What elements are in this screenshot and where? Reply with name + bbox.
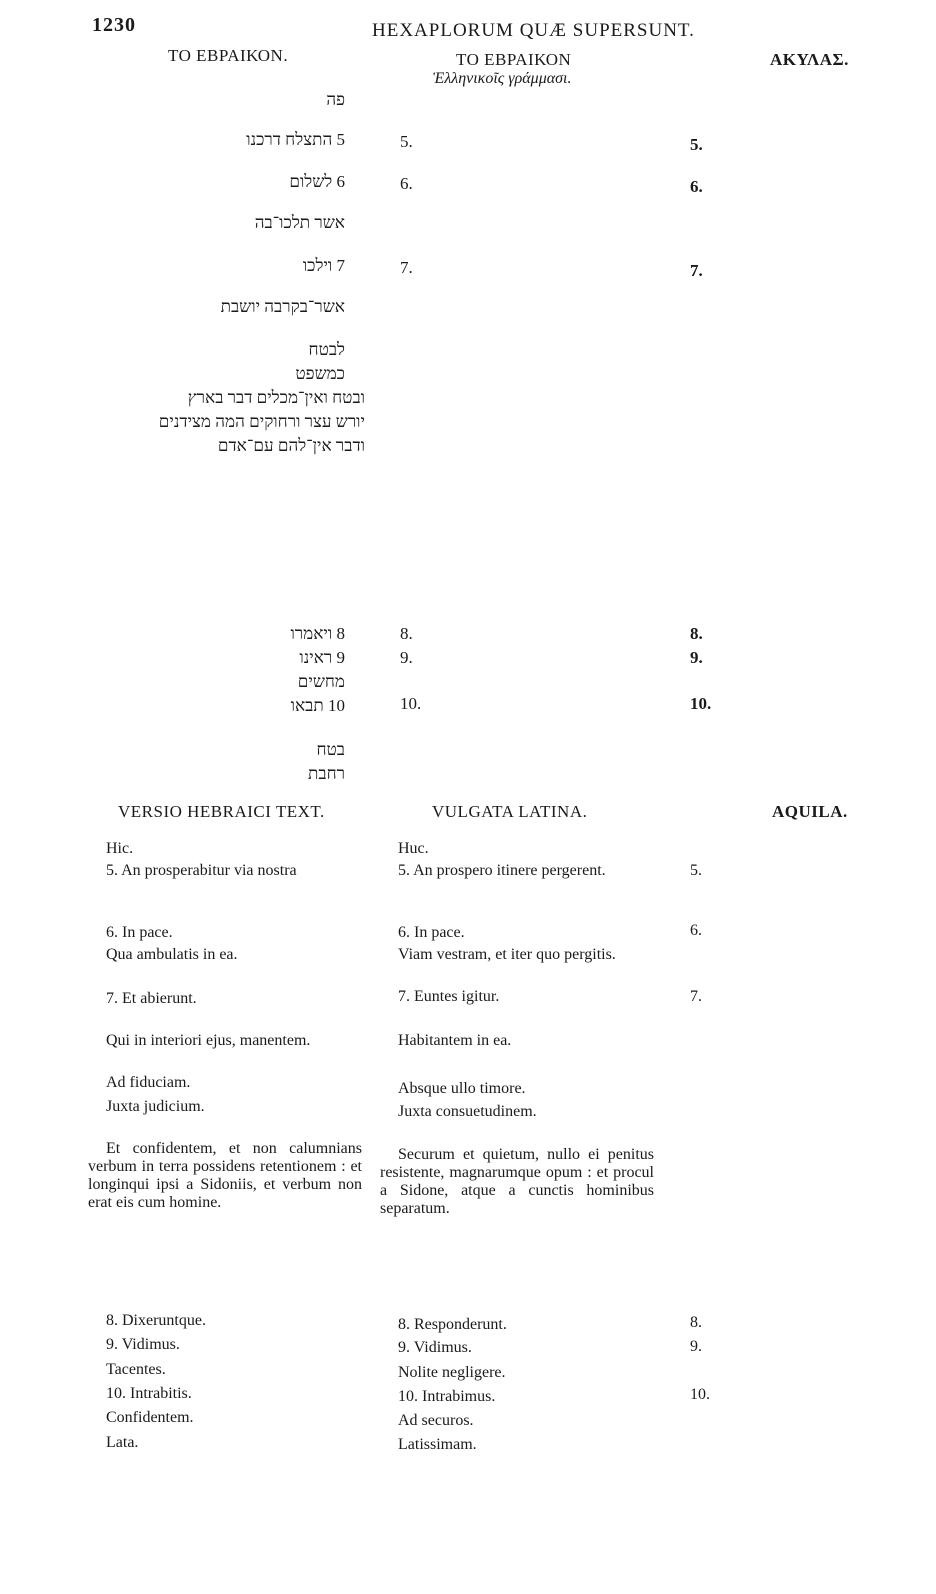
vulgate-line: Ad securos. <box>398 1412 474 1429</box>
hebrew-line: רחבת <box>308 764 345 783</box>
running-head: HEXAPLORUM QUÆ SUPERSUNT. <box>372 20 695 41</box>
hebrew-line: פה <box>326 90 345 109</box>
hebrew-line: ודבר אין־להם עם־אדם <box>217 436 365 455</box>
aquila-latin-number: 8. <box>690 1314 702 1331</box>
aquila-latin-number: 10. <box>690 1386 710 1403</box>
hebrew-line: אשר תלכו־בה <box>254 213 345 232</box>
hebrew-line: מחשים <box>297 672 345 691</box>
aquila-latin-number: 7. <box>690 988 702 1005</box>
aquila-number: 9. <box>690 648 703 667</box>
hebrew-version-line: Qua ambulatis in ea. <box>106 946 238 963</box>
header-vulgata: VULGATA LATINA. <box>432 802 588 821</box>
hebrew-version-line: Juxta judicium. <box>106 1098 205 1115</box>
hebrew-version-line: 10. Intrabitis. <box>106 1385 192 1402</box>
hebrew-line: ובטח ואין־מכלים דבר בארץ <box>187 388 365 407</box>
verse-number: 7. <box>400 258 413 277</box>
hebrew-line: 7 וילכו <box>302 256 345 275</box>
hebrew-line: 10 תבאו <box>290 696 345 715</box>
header-hebrew: ΤΟ ΕΒΡΑΙΚΟΝ. <box>168 46 289 65</box>
header-aquila-latin: AQUILA. <box>772 802 848 821</box>
aquila-latin-number: 6. <box>690 922 702 939</box>
vulgate-line: Viam vestram, et iter quo pergitis. <box>398 946 616 963</box>
vulgate-line: 9. Vidimus. <box>398 1339 472 1356</box>
aquila-number: 6. <box>690 177 703 196</box>
vulgate-line: 10. Intrabimus. <box>398 1388 496 1405</box>
hebrew-version-line: Confidentem. <box>106 1409 194 1426</box>
hebrew-line: 5 התצלח דרכנו <box>246 130 345 149</box>
vulgate-line: Habitantem in ea. <box>398 1032 512 1049</box>
verse-number: 6. <box>400 174 413 193</box>
hebrew-version-line: 7. Et abierunt. <box>106 990 197 1007</box>
verse-number: 8. <box>400 624 413 643</box>
header-version-hebraici: VERSIO HEBRAICI TEXT. <box>118 802 325 821</box>
aquila-number: 10. <box>690 694 712 713</box>
vulgate-line: 5. An prospero itinere pergerent. <box>398 862 606 879</box>
aquila-latin-number: 9. <box>690 1338 702 1355</box>
vulgate-paragraph: Securum et quietum, nullo ei penitus resistente, magnarumque opum : et procul a Sidone, atque a cunctis hominibus separatum. <box>380 1146 654 1217</box>
hebrew-line: 6 לשלום <box>289 172 345 191</box>
hebrew-line: לבטח <box>308 340 345 359</box>
hebrew-line: 8 ויאמרו <box>290 624 345 643</box>
vulgate-line: 6. In pace. <box>398 924 465 941</box>
verse-number: 9. <box>400 648 413 667</box>
aquila-number: 7. <box>690 261 703 280</box>
page-number: 1230 <box>92 14 136 36</box>
aquila-number: 8. <box>690 624 703 643</box>
vulgate-line: Absque ullo timore. <box>398 1080 526 1097</box>
vulgate-line: 8. Responderunt. <box>398 1316 507 1333</box>
hebrew-line: כמשפט <box>295 364 345 383</box>
hebrew-version-paragraph: Et confidentem, et non calumnians verbum in terra possidens retentionem : et longinqui ipsi a Sidoniis, et verbum non erat eis cum homine. <box>88 1140 362 1211</box>
header-aquila-greek: ΑΚΥΛΑΣ. <box>770 50 849 69</box>
verse-number: 10. <box>400 694 422 713</box>
hebrew-version-line: Tacentes. <box>106 1361 166 1378</box>
vulgate-line: Nolite negligere. <box>398 1364 506 1381</box>
vulgate-line: Latissimam. <box>398 1436 477 1453</box>
header-transliterated: ΤΟ ΕΒΡΑΙΚΟΝ <box>456 50 572 69</box>
hebrew-version-line: Hic. <box>106 840 134 857</box>
hebrew-line: אשר־בקרבה יושבת <box>220 297 345 316</box>
verse-number: 5. <box>400 132 413 151</box>
header-transliterated-sub: Ἑλληνικοῖς γράμμασι. <box>433 70 572 87</box>
hebrew-version-line: Ad fiduciam. <box>106 1074 191 1091</box>
hebrew-version-line: Qui in interiori ejus, manentem. <box>106 1032 311 1049</box>
hebrew-version-line: 5. An prosperabitur via nostra <box>106 862 297 879</box>
hebrew-version-line: Lata. <box>106 1434 139 1451</box>
hebrew-version-line: 9. Vidimus. <box>106 1336 180 1353</box>
hebrew-version-line: 8. Dixeruntque. <box>106 1312 206 1329</box>
hebrew-line: בטח <box>316 740 345 759</box>
aquila-latin-number: 5. <box>690 862 702 879</box>
aquila-number: 5. <box>690 135 703 154</box>
hebrew-line: יורש עצר ורחוקים המה מצידנים <box>158 412 365 431</box>
hebrew-line: 9 ראינו <box>299 648 345 667</box>
vulgate-line: Juxta consuetudinem. <box>398 1103 537 1120</box>
vulgate-line: Huc. <box>398 840 429 857</box>
vulgate-line: 7. Euntes igitur. <box>398 988 500 1005</box>
hebrew-version-line: 6. In pace. <box>106 924 173 941</box>
